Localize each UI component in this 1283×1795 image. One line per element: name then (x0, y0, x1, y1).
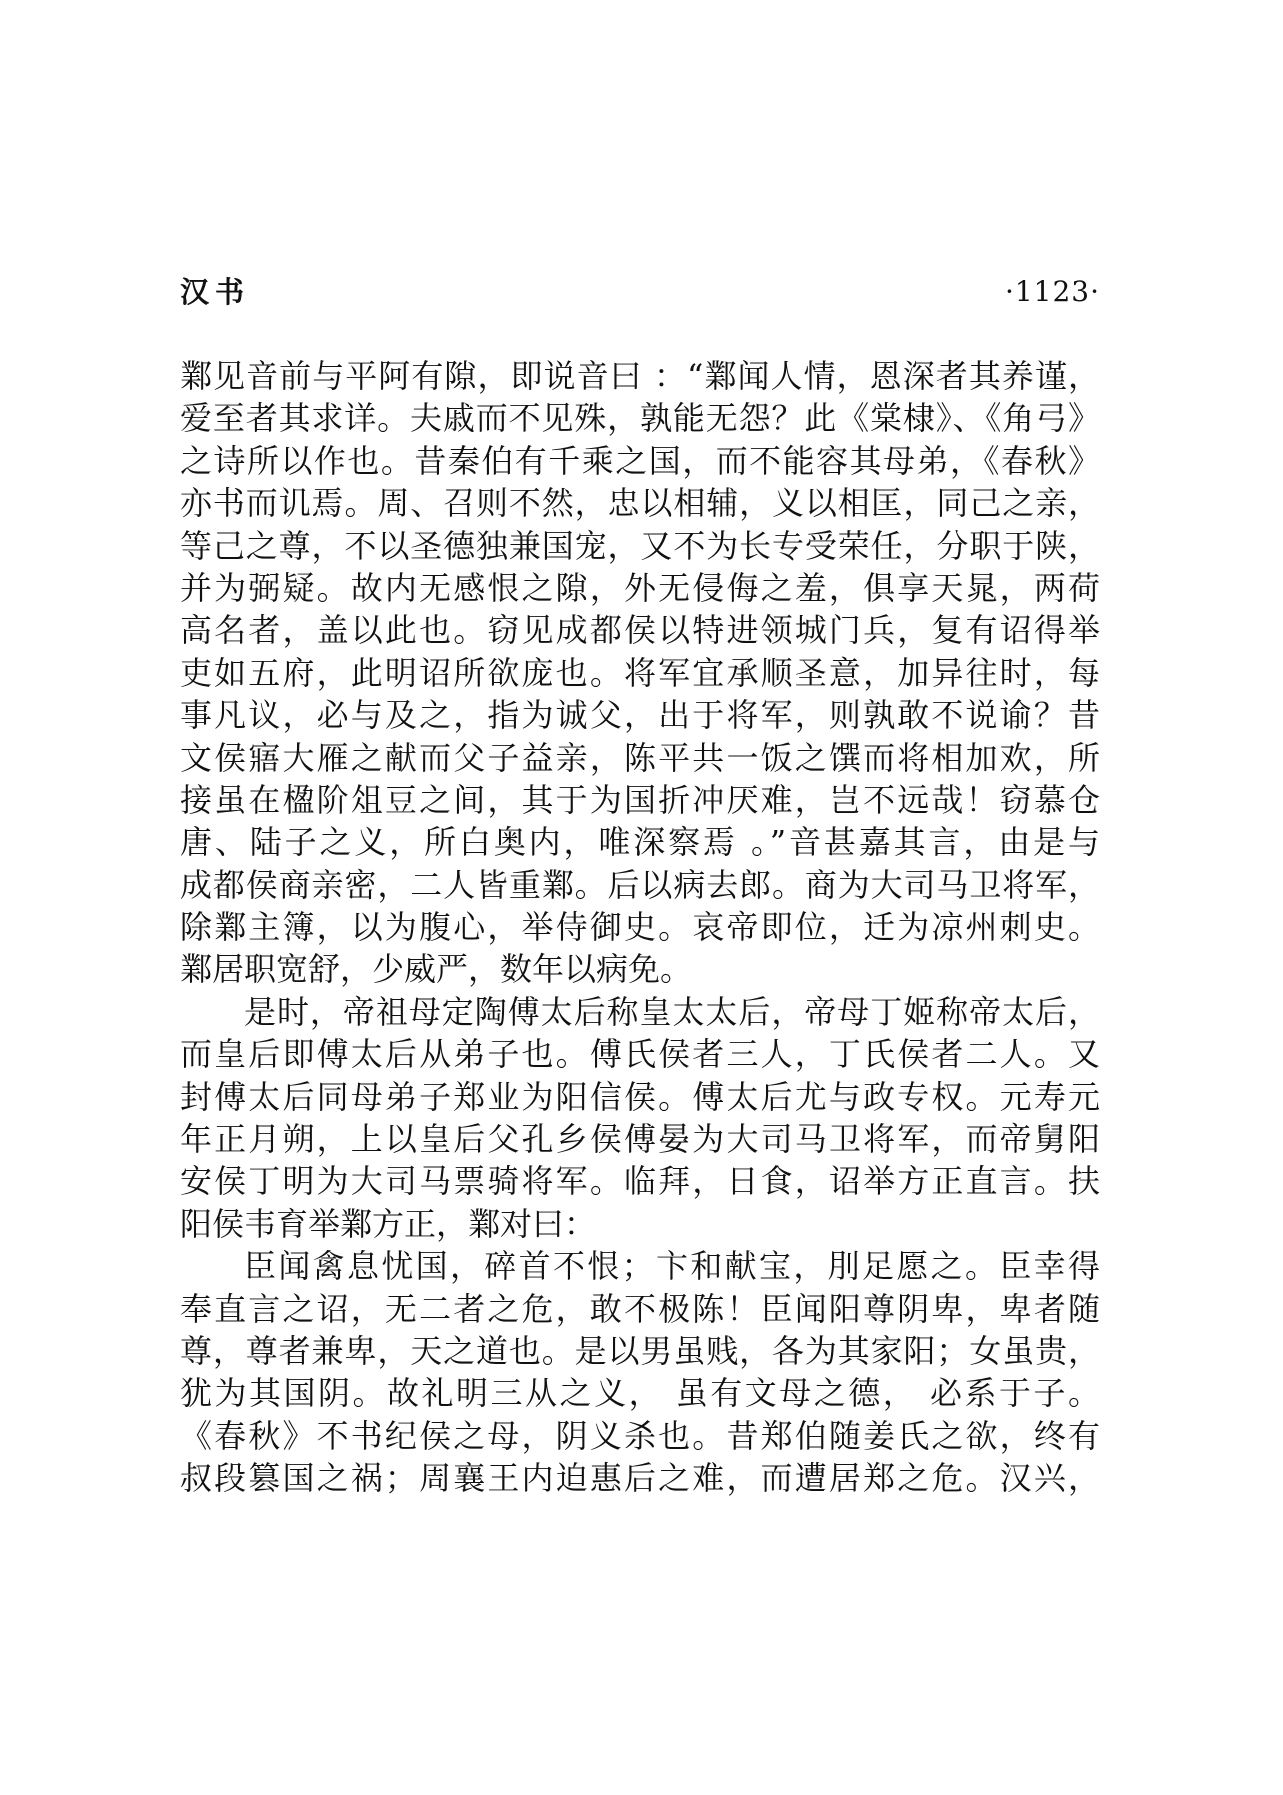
text-line: 鄴居职宽舒，少威严，数年以病免。 (180, 950, 693, 989)
text-line: 之诗所以作也。昔秦伯有千乘之国，而不能容其母弟，《春秋》 (180, 441, 1100, 480)
text-line: 并为弼疑。故内无感恨之隙，外无侵侮之羞，俱享天晁，两荷 (180, 568, 1100, 607)
text-line: 除鄴主簿，以为腹心，举侍御史。哀帝即位，迁为凉州刺史。 (180, 908, 1100, 947)
text-line: 文侯寤大雁之献而父子益亲，陈平共一饭之馔而将相加欢，所 (180, 738, 1100, 777)
text-line: 安侯丁明为大司马票骑将军。临拜，日食，诏举方正直言。扶 (180, 1162, 1100, 1201)
text-line: 是时，帝祖母定陶傅太后称皇太太后，帝母丁姬称帝太后， (244, 992, 1100, 1031)
text-line: 而皇后即傅太后从弟子也。傅氏侯者三人，丁氏侯者二人。又 (180, 1035, 1100, 1074)
text-line: 亦书而讥焉。周、召则不然，忠以相辅，义以相匡，同己之亲， (180, 484, 1100, 523)
text-line: 叔段篡国之祸；周襄王内迫惠后之难，而遭居郑之危。汉兴， (180, 1459, 1100, 1498)
text-line: 犹为其国阴。故礼明三从之义， 虽有文母之德， 必系于子。 (180, 1374, 1100, 1413)
text-line: 成都侯商亲密，二人皆重鄴。后以病去郎。商为大司马卫将军， (180, 865, 1100, 904)
text-line: 臣闻禽息忧国，碎首不恨；卞和献宝，刖足愿之。臣幸得 (244, 1247, 1100, 1286)
book-title: 汉书 (180, 275, 251, 309)
text-line: 爱至者其求详。夫戚而不见殊，孰能无怨？此《棠棣》、《角弓》 (180, 399, 1100, 438)
text-line: 接虽在楹阶俎豆之间，其于为国折冲厌难，岂不远哉！窃慕仓 (180, 780, 1100, 819)
page-header (180, 272, 1100, 316)
text-line: 奉直言之诏，无二者之危，敢不极陈！臣闻阳尊阴卑，卑者随 (180, 1289, 1100, 1328)
text-line: 吏如五府，此明诏所欲庞也。将军宜承顺圣意，加异往时，每 (180, 653, 1100, 692)
text-line: 阳侯韦育举鄴方正，鄴对曰： (180, 1204, 597, 1243)
text-line: 等己之尊，不以圣德独兼国宠，又不为长专受荣任，分职于陕， (180, 526, 1100, 565)
text-line: 高名者，盖以此也。窃见成都侯以特进领城门兵，复有诏得举 (180, 611, 1100, 650)
text-line: 鄴见音前与平阿有隙，即说音曰 ：“鄴闻人情，恩深者其养谨， (180, 357, 1100, 395)
text-line: 唐、陆子之义，所白奥内，唯深察焉 。”音甚嘉其言，由是与 (180, 823, 1100, 862)
text-line: 尊，尊者兼卑，天之道也。是以男虽贱，各为其家阳；女虽贵， (180, 1331, 1100, 1370)
text-line: 封傅太后同母弟子郑业为阳信侯。傅太后尤与政专权。元寿元 (180, 1077, 1100, 1116)
page-number: ·1123· (1004, 275, 1100, 308)
text-line: 年正月朔，上以皇后父孔乡侯傅晏为大司马卫将军，而帝舅阳 (180, 1120, 1100, 1159)
body-text (180, 355, 1100, 1500)
text-line: 事凡议，必与及之，指为诚父，出于将军，则孰敢不说谕？昔 (180, 696, 1100, 735)
text-line: 《春秋》不书纪侯之母，阴义杀也。昔郑伯随姜氏之欲，终有 (180, 1416, 1100, 1455)
